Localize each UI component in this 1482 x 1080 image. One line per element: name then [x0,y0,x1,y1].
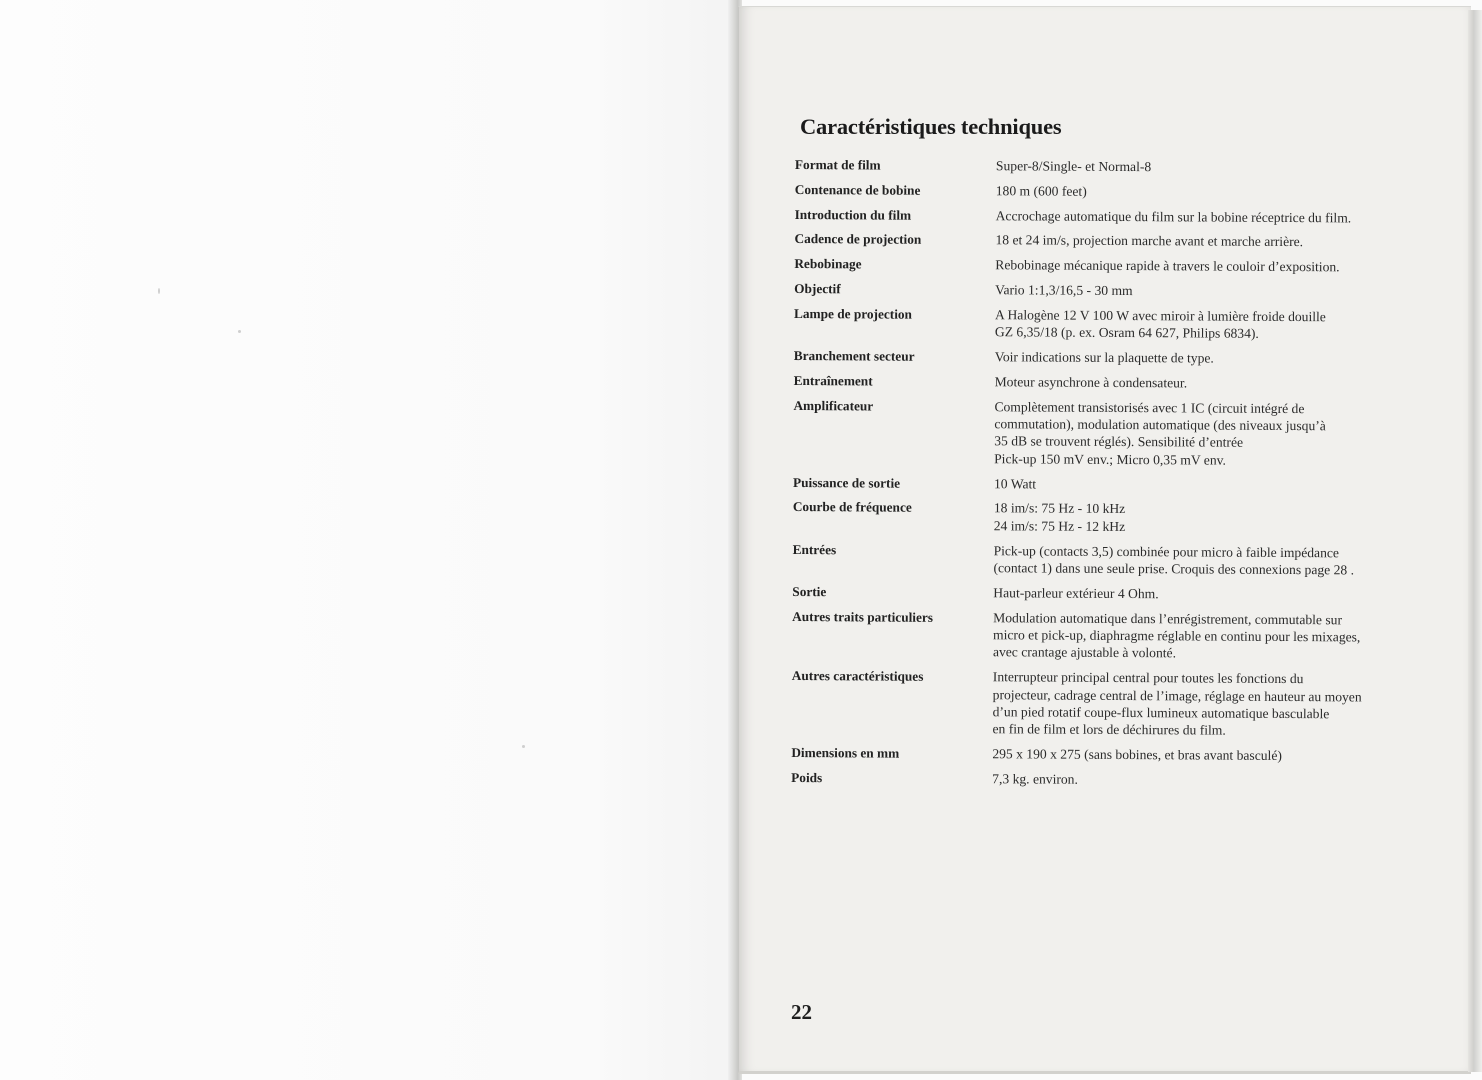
spec-value-line: 18 et 24 im/s, projection marche avant et marche arrière. [995,232,1304,250]
spec-value-line: GZ 6,35/18 (p. ex. Osram 64 627, Philips 6834). [994,324,1259,342]
spec-value-line: projecteur, cadrage central de l’image, réglage en hauteur au moyen [992,686,1362,705]
spec-label: Format de film [794,156,881,173]
spec-row [795,156,1435,177]
spec-row [793,474,1433,495]
spec-value-line: 10 Watt [993,475,1037,492]
spec-label: Cadence de projection [794,231,922,248]
spec-label: Entrées [792,541,837,557]
spec-label: Contenance de bobine [794,181,921,198]
spec-value-line: A Halogène 12 V 100 W avec miroir à lumière froide douille [994,307,1326,325]
spec-value [996,157,1435,177]
spec-value [992,745,1431,765]
spec-label: Rebobinage [794,256,862,272]
spec-row [792,583,1432,604]
spec-row [794,255,1434,276]
spec-row [791,769,1431,790]
spec-value-line: 24 im/s: 75 Hz - 12 kHz [993,518,1126,534]
spec-value-line: (contact 1) dans une seule prise. Croquis des connexions page 28 . [993,560,1355,578]
spec-row [794,230,1434,251]
spec-value [995,232,1434,252]
spec-value [993,584,1432,604]
spec-label: Introduction du film [794,206,912,223]
spec-row [794,372,1434,393]
spec-label: Puissance de sortie [792,474,901,491]
spec-value-line: commutation), modulation automatique (des niveaux jusqu’à [994,416,1326,434]
spec-row [791,667,1431,741]
spec-value-line: Pick-up (contacts 3,5) combinée pour micro à faible impédance [993,542,1340,560]
spec-value [995,306,1434,343]
spec-row [794,305,1434,344]
spec-value [993,609,1432,664]
spec-label: Branchement secteur [793,347,915,364]
spec-row [795,181,1435,202]
spec-label: Poids [791,770,823,786]
scan-speck [238,330,241,333]
spec-value-line: Voir indications sur la plaquette de type. [994,349,1214,366]
spec-value-line: Rebobinage mécanique rapide à travers le couloir d’exposition. [995,257,1340,275]
spec-value-line: 295 x 190 x 275 (sans bobines, et bras avant basculé) [992,746,1282,764]
spec-value-line: Modulation automatique dans l’enrégistrement, commutable sur [993,609,1343,627]
spec-row [795,206,1435,227]
spec-value-line: micro et pick-up, diaphragme réglable en continu pour les mixages, [993,627,1361,645]
spec-label: Courbe de fréquence [792,499,912,516]
spec-value-line: avec crantage ajustable à volonté. [992,644,1177,661]
scan-speck [158,288,160,294]
spec-value-line: Accrochage automatique du film sur la bobine réceptrice du film. [995,207,1352,225]
spec-label: Sortie [792,583,827,599]
spec-value-line: 180 m (600 feet) [995,183,1087,199]
spec-value-line: Haut-parleur extérieur 4 Ohm. [993,585,1159,602]
spec-value-line: Moteur asynchrone à condensateur. [994,374,1188,391]
spec-value-line: Vario 1:1,3/16,5 - 30 mm [995,282,1133,299]
page-edge [1468,10,1482,1072]
spec-value-line: en fin de film et lors de déchirures du film. [992,721,1226,739]
spec-value [995,256,1434,276]
spec-label: Dimensions en mm [791,745,900,761]
blank-left-page [0,0,740,1080]
spec-list [791,156,1435,798]
spec-value [996,182,1435,202]
spec-label: Autres traits particuliers [792,608,934,625]
spec-value-line: Super-8/Single- et Normal-8 [995,158,1152,175]
page-title: Caractéristiques techniques [800,114,1062,139]
spec-value [994,475,1433,495]
spec-value [995,373,1434,393]
spec-row [791,744,1431,765]
spec-value [995,348,1434,368]
spec-value-line: 18 im/s: 75 Hz - 10 kHz [993,500,1126,517]
spec-value [995,281,1434,301]
spec-value-line: 35 dB se trouvent réglés). Sensibilité d’entrée [994,433,1244,451]
spec-label: Lampe de projection [793,305,913,322]
spec-value-line: d’un pied rotatif coupe-flux lumineux automatique basculable [992,704,1330,722]
spec-value [992,668,1431,740]
spec-row [793,397,1433,471]
spec-row [792,608,1432,664]
spec-value-line: Pick-up 150 mV env.; Micro 0,35 mV env. [994,451,1227,468]
spec-value [992,770,1431,790]
spec-row [792,541,1432,580]
page-number: 22 [791,1000,812,1024]
spec-label: Objectif [794,280,841,297]
spec-value-line: Interrupteur principal central pour toutes les fonctions du [992,669,1304,687]
spec-label: Entraînement [793,372,873,389]
spec-row [794,347,1434,368]
spec-label: Autres caractéristiques [791,668,924,684]
spec-value [994,398,1433,470]
spec-label: Amplificateur [793,397,874,414]
spec-row [793,498,1433,537]
spec-value-line: Complètement transistorisés avec 1 IC (circuit intégré de [994,398,1305,416]
scan-speck [522,745,525,748]
spec-value [993,542,1432,579]
spec-value-line: 7,3 kg. environ. [992,771,1078,787]
spec-row [794,280,1434,301]
spec-value [996,207,1435,227]
spec-value [994,500,1433,537]
